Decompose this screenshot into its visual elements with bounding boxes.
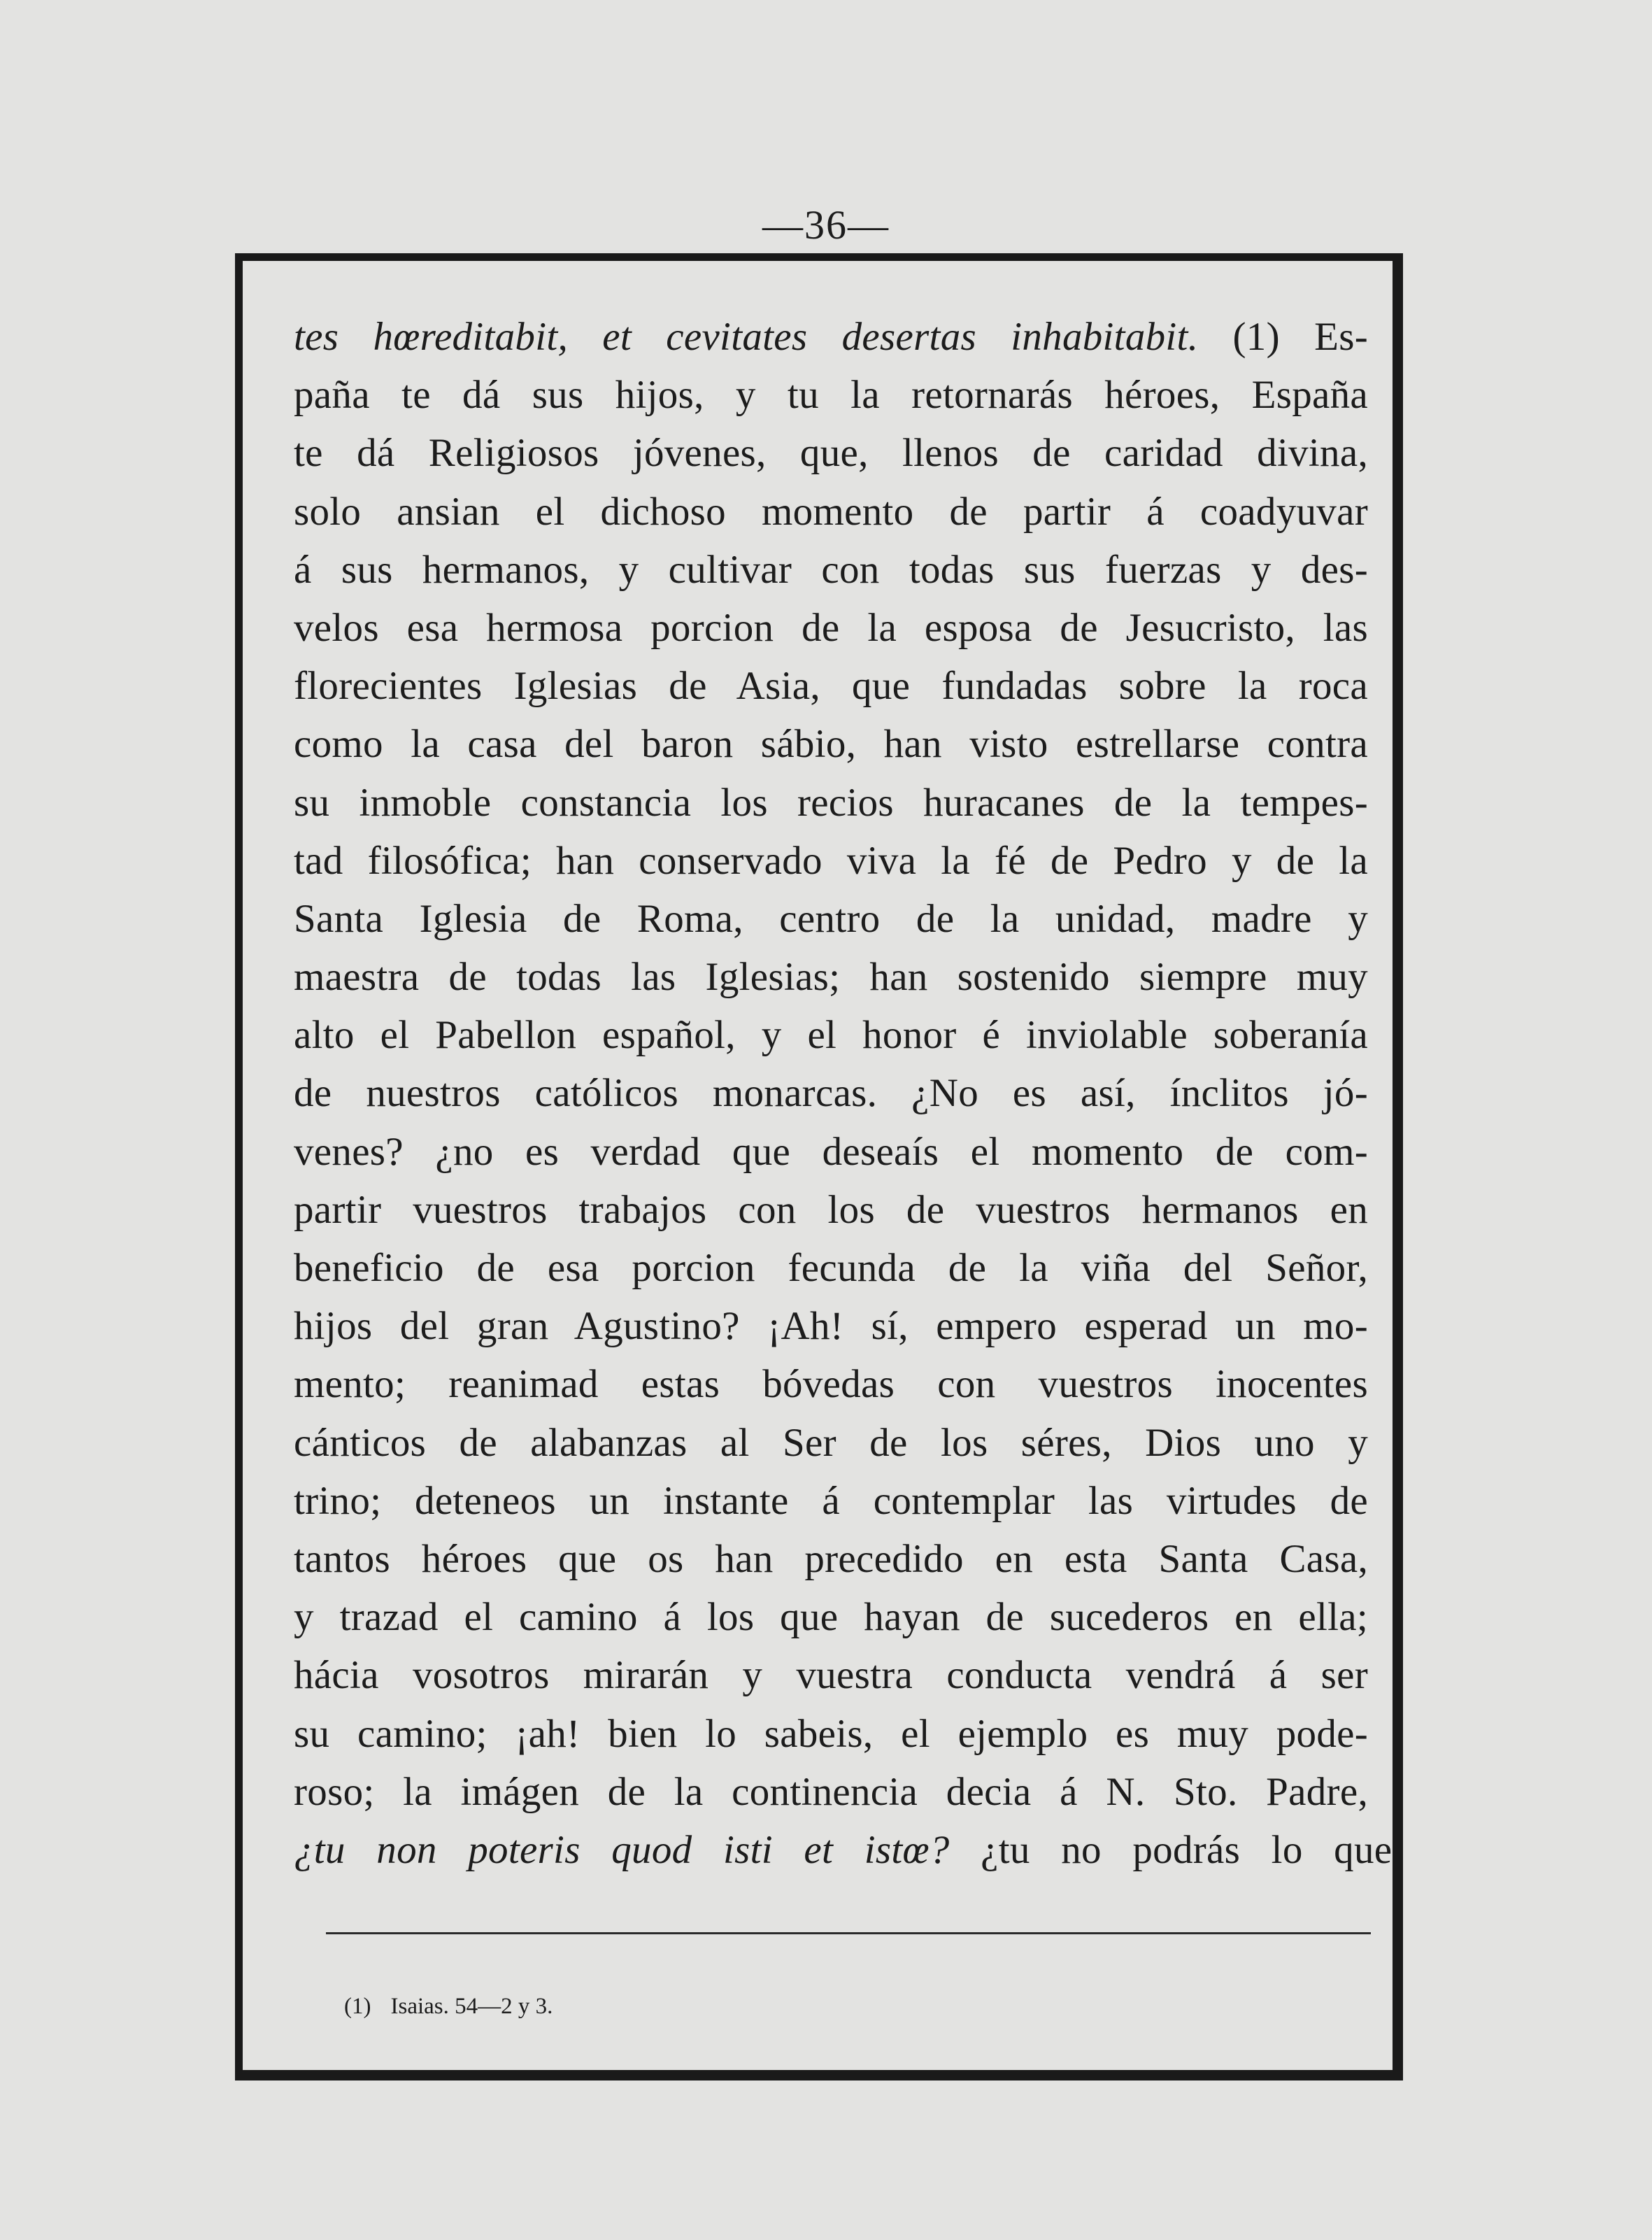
text-line: su inmoble constancia los recios huracanes de la tempes- <box>294 780 1368 825</box>
footnote <box>344 1994 553 2020</box>
text-line: hácia vosotros mirarán y vuestra conducta vendrá á ser <box>294 1653 1368 1698</box>
text-line: beneficio de esa porcion fecunda de la viña del Señor, <box>294 1246 1368 1290</box>
footnote-divider <box>326 1932 1371 1934</box>
footnote-marker: (1) <box>344 1994 371 2019</box>
latin-quote: tes hœreditabit, et cevitates desertas inhabitabit. <box>294 315 1199 359</box>
page-number: —36— <box>762 202 890 248</box>
text-line: como la casa del baron sábio, han visto estrellarse contra <box>294 722 1368 767</box>
text-line: Santa Iglesia de Roma, centro de la unidad, madre y <box>294 896 1368 941</box>
text-line: te dá Religiosos jóvenes, que, llenos de caridad divina, <box>294 431 1368 476</box>
text-line <box>294 1821 1393 1879</box>
text-line: florecientes Iglesias de Asia, que fundadas sobre la roca <box>294 664 1368 709</box>
text-line: venes? ¿no es verdad que deseaís el momento de com- <box>294 1129 1368 1174</box>
footnote-text: Isaias. 54—2 y 3. <box>390 1994 553 2019</box>
text-line: cánticos de alabanzas al Ser de los séres, Dios uno y <box>294 1420 1368 1465</box>
text-line: tad filosófica; han conservado viva la fé de Pedro y de la <box>294 838 1368 883</box>
text-line: tantos héroes que os han precedido en esta Santa Casa, <box>294 1536 1368 1581</box>
latin-quote: ¿tu non poteris quod isti et istœ? <box>294 1827 950 1872</box>
text-line: y trazad el camino á los que hayan de sucederos en ella; <box>294 1595 1368 1640</box>
text-line: alto el Pabellon español, y el honor é inviolable soberanía <box>294 1013 1368 1058</box>
text-line: solo ansian el dichoso momento de partir á coadyuvar <box>294 489 1368 534</box>
text-line: de nuestros católicos monarcas. ¿No es así, ínclitos jó- <box>294 1071 1368 1116</box>
text-line: hijos del gran Agustino? ¡Ah! sí, empero esperad un mo- <box>294 1304 1368 1349</box>
text-line: su camino; ¡ah! bien lo sabeis, el ejemplo es muy pode- <box>294 1711 1368 1756</box>
text-line-segment: (1) Es- <box>1198 315 1368 359</box>
main-text-block <box>294 308 1393 1879</box>
text-line: partir vuestros trabajos con los de vuestros hermanos en <box>294 1187 1368 1232</box>
text-line-segment: ¿tu no podrás lo que <box>949 1827 1393 1872</box>
text-line: roso; la imágen de la continencia decia á N. Sto. Padre, <box>294 1769 1368 1814</box>
text-line: á sus hermanos, y cultivar con todas sus fuerzas y des- <box>294 547 1368 592</box>
text-line: velos esa hermosa porcion de la esposa de Jesucristo, las <box>294 605 1368 650</box>
text-line: maestra de todas las Iglesias; han sostenido siempre muy <box>294 955 1368 1000</box>
text-line: trino; deteneos un instante á contemplar las virtudes de <box>294 1478 1368 1523</box>
text-line: paña te dá sus hijos, y tu la retornarás héroes, España <box>294 373 1368 418</box>
text-line <box>294 308 1368 366</box>
text-line: mento; reanimad estas bóvedas con vuestros inocentes <box>294 1362 1368 1407</box>
